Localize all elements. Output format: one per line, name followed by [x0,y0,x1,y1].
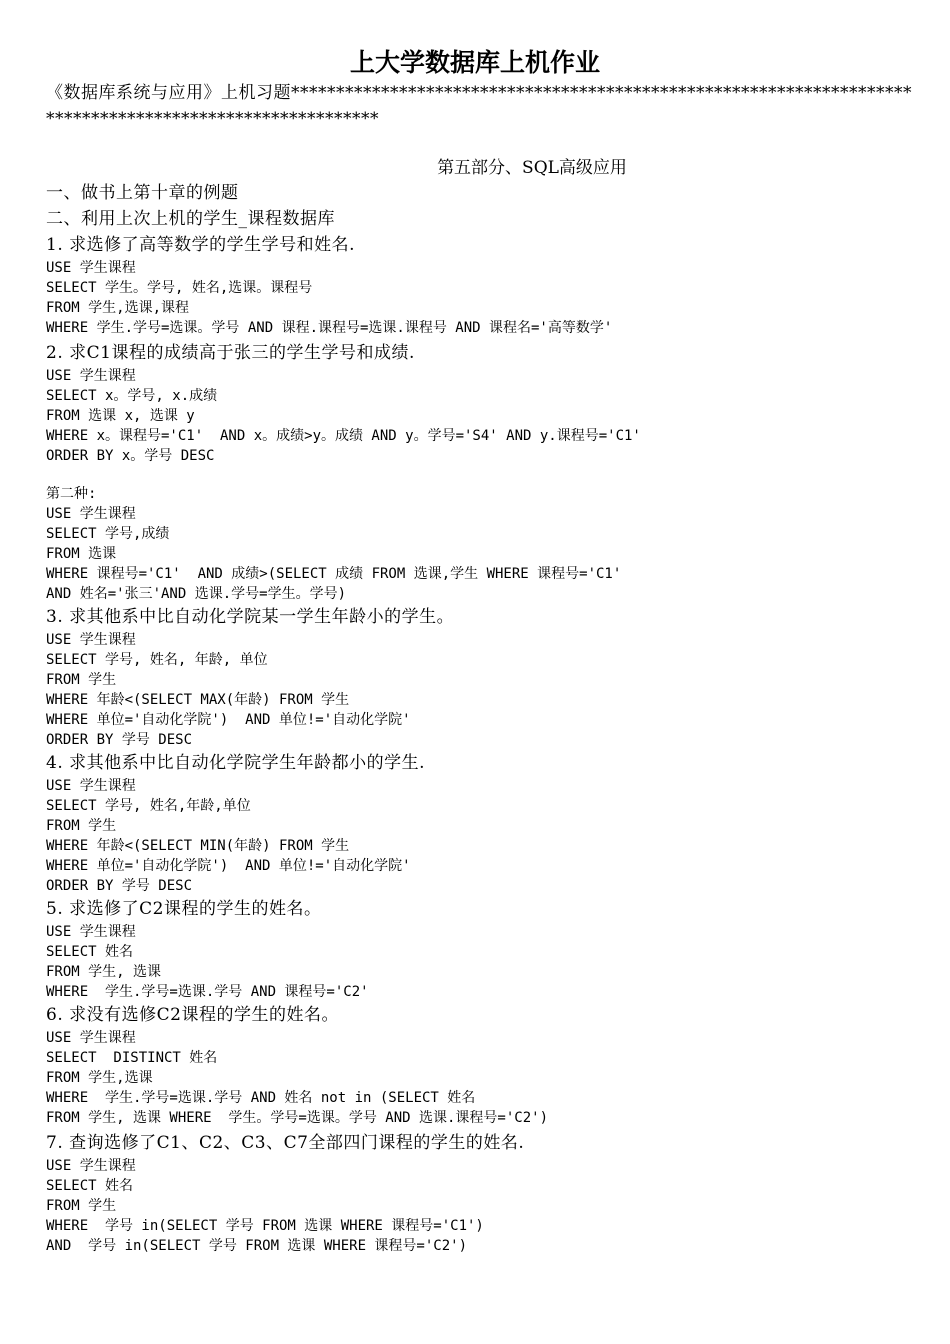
code-line: WHERE 单位='自动化学院') AND 单位!='自动化学院' [46,858,411,874]
question-heading: 7. 查询选修了C1、C2、C3、C7全部四门课程的学生的姓名. [46,1133,525,1153]
code-line: FROM 选课 [46,546,117,562]
code-line: USE 学生课程 [46,368,136,384]
code-line: AND 姓名='张三'AND 选课.学号=学生。学号) [46,586,347,602]
intro-line: 一、做书上第十章的例题 [46,183,239,203]
question-heading: 4. 求其他系中比自动化学院学生年龄都小的学生. [46,753,426,773]
code-line: ORDER BY x。学号 DESC [46,448,215,464]
code-line: WHERE 单位='自动化学院') AND 单位!='自动化学院' [46,712,411,728]
question-heading: 3. 求其他系中比自动化学院某一学生年龄小的学生。 [46,607,455,627]
intro-line: 二、利用上次上机的学生_课程数据库 [46,209,335,229]
code-line: FROM 学生, 选课 [46,964,162,980]
document-subtitle: 《数据库系统与应用》上机习题********************************************************************************************************** [46,83,912,129]
question-heading: 5. 求选修了C2课程的学生的姓名。 [46,899,322,919]
code-line: USE 学生课程 [46,260,136,276]
code-line: SELECT 学号,成绩 [46,526,170,542]
code-line: USE 学生课程 [46,506,136,522]
part-heading: 第五部分、SQL高级应用 [437,158,627,178]
code-line: USE 学生课程 [46,924,136,940]
code-line: FROM 选课 x, 选课 y [46,408,195,424]
code-line: SELECT 学号, 姓名, 年龄, 单位 [46,652,268,668]
code-line: SELECT DISTINCT 姓名 [46,1050,218,1066]
question-heading: 6. 求没有选修C2课程的学生的姓名。 [46,1005,339,1025]
code-line: WHERE 年龄<(SELECT MAX(年龄) FROM 学生 [46,692,350,708]
code-line: SELECT 姓名 [46,1178,134,1194]
code-line: SELECT 学生。学号, 姓名,选课。课程号 [46,280,313,296]
code-line: FROM 学生 [46,672,117,688]
code-line: WHERE 学生.学号=选课。学号 AND 课程.课程号=选课.课程号 AND 课程名='高等数学' [46,320,613,336]
code-line: FROM 学生 [46,1198,117,1214]
code-line: FROM 学生,选课,课程 [46,300,190,316]
code-line: ORDER BY 学号 DESC [46,878,193,894]
code-line: USE 学生课程 [46,632,136,648]
code-line: SELECT 姓名 [46,944,134,960]
document-title: 上大学数据库上机作业 [349,48,600,77]
alt-solution-label: 第二种: [46,486,97,502]
code-line: USE 学生课程 [46,1030,136,1046]
code-line: FROM 学生 [46,818,117,834]
code-line: SELECT x。学号, x.成绩 [46,388,218,404]
code-line: WHERE 学号 in(SELECT 学号 FROM 选课 WHERE 课程号='C1') [46,1218,484,1234]
code-line: FROM 学生, 选课 WHERE 学生。学号=选课。学号 AND 选课.课程号='C2') [46,1110,549,1126]
question-heading: 1. 求选修了高等数学的学生学号和姓名. [46,235,356,255]
code-line: WHERE 年龄<(SELECT MIN(年龄) FROM 学生 [46,838,350,854]
code-line: ORDER BY 学号 DESC [46,732,193,748]
code-line: USE 学生课程 [46,778,136,794]
code-line: WHERE 学生.学号=选课.学号 AND 课程号='C2' [46,984,369,1000]
code-line: FROM 学生,选课 [46,1070,153,1086]
code-line: WHERE 课程号='C1' AND 成绩>(SELECT 成绩 FROM 选课,学生 WHERE 课程号='C1' [46,566,622,582]
question-heading: 2. 求C1课程的成绩高于张三的学生学号和成绩. [46,343,415,363]
code-line: USE 学生课程 [46,1158,136,1174]
code-line: AND 学号 in(SELECT 学号 FROM 选课 WHERE 课程号='C2') [46,1238,468,1254]
code-line: SELECT 学号, 姓名,年龄,单位 [46,798,251,814]
code-line: WHERE x。课程号='C1' AND x。成绩>y。成绩 AND y。学号='S4' AND y.课程号='C1' [46,428,641,444]
document-body [46,180,926,1256]
code-line: WHERE 学生.学号=选课.学号 AND 姓名 not in (SELECT 姓名 [46,1090,476,1106]
